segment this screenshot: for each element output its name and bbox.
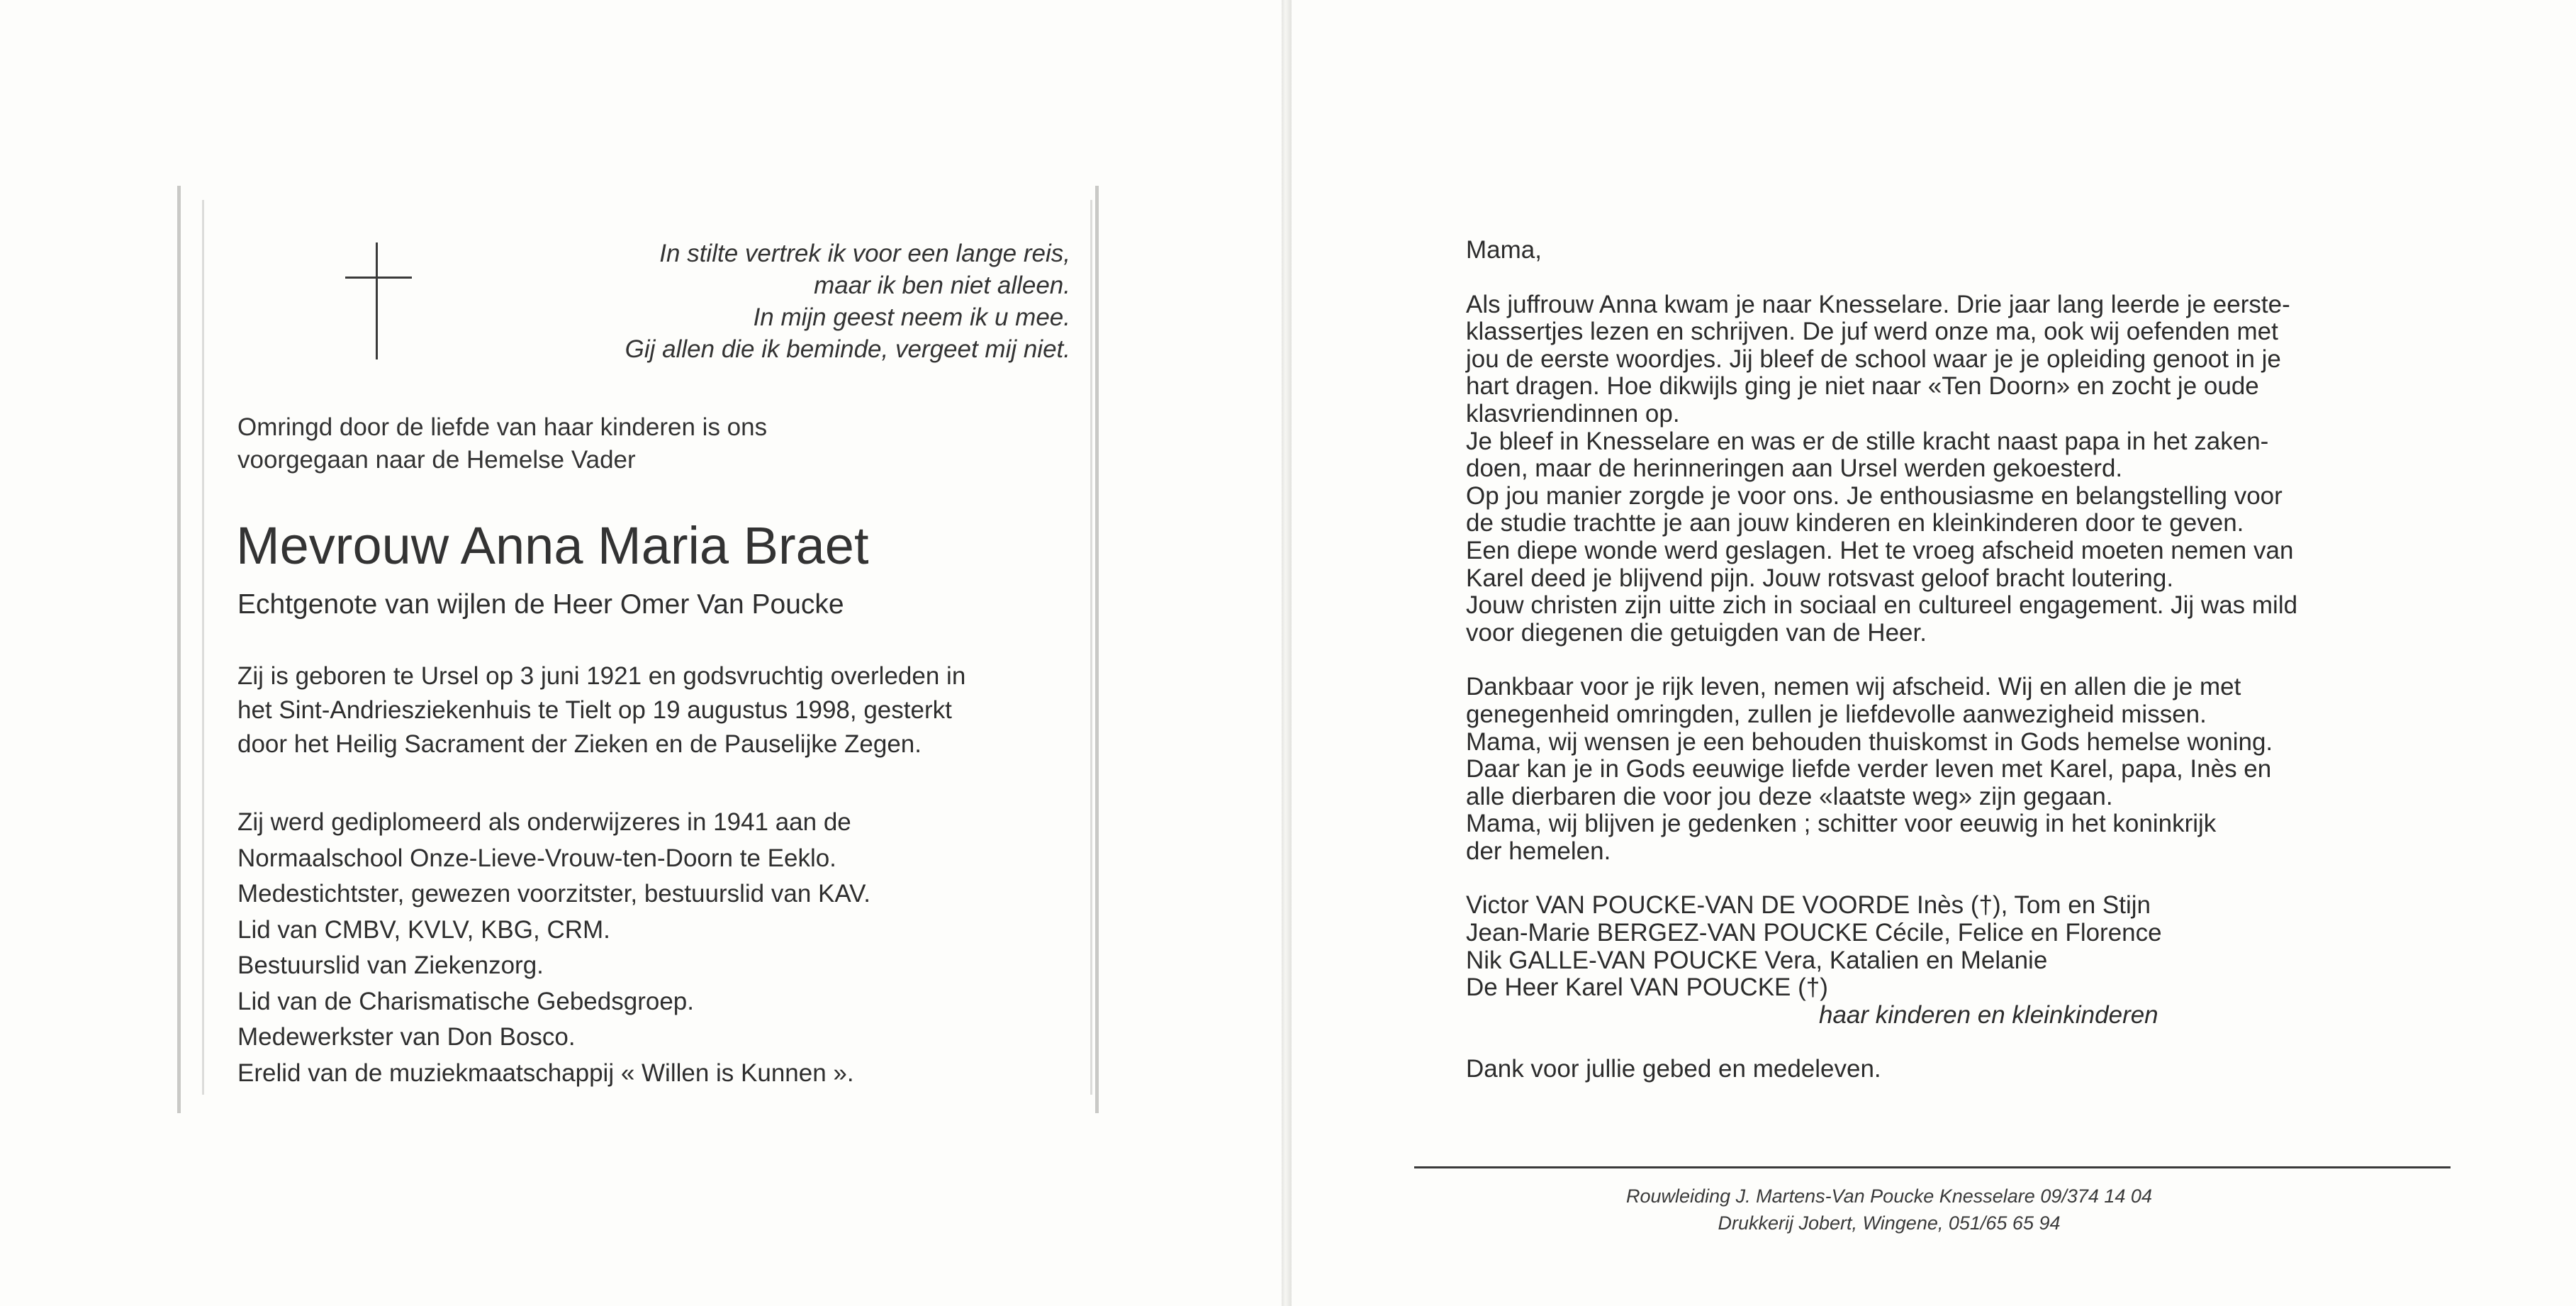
poem-line: maar ik ben niet alleen. <box>814 272 1070 299</box>
farewell-letter <box>1466 237 2416 1083</box>
intro-line: voorgegaan naar de Hemelse Vader <box>237 446 636 474</box>
bio-line: het Sint-Andriesziekenhuis te Tielt op 19 augustus 1998, gesterkt <box>237 696 952 724</box>
footer-line: Rouwleiding J. Martens-Van Poucke Knesselare 09/374 14 04 <box>1626 1185 2152 1207</box>
letter-line: Dankbaar voor je rijk leven, nemen wij afscheid. Wij en allen die je met <box>1466 673 2241 701</box>
letter-line: Een diepe wonde werd geslagen. Het te vroeg afscheid moeten nemen van <box>1466 536 2294 564</box>
role-line: Lid van de Charismatische Gebedsgroep. <box>237 987 694 1015</box>
letter-line: doen, maar de herinneringen aan Ursel werden gekoesterd. <box>1466 454 2123 483</box>
cross-icon-bar <box>345 277 412 279</box>
letter-line: jou de eerste woordjes. Jij bleef de school waar je je opleiding genoot in je <box>1466 345 2281 373</box>
intro-line: Omringd door de liefde van haar kinderen is ons <box>237 413 768 441</box>
poem-line: Gij allen die ik beminde, vergeet mij niet. <box>625 335 1070 363</box>
card-fold <box>1282 0 1292 1306</box>
footer-divider <box>1414 1166 2451 1168</box>
letter-line: genegenheid omringden, zullen je liefdevolle aanwezigheid missen. <box>1466 700 2207 728</box>
letter-line: voor diegenen die getuigden van de Heer. <box>1466 618 1927 647</box>
letter-line: Daar kan je in Gods eeuwige liefde verder leven met Karel, papa, Inès en <box>1466 755 2272 783</box>
family-line: Nik GALLE-VAN POUCKE Vera, Katalien en Melanie <box>1466 946 2048 974</box>
letter-line: Je bleef in Knesselare en was er de stille kracht naast papa in het zaken- <box>1466 427 2269 455</box>
role-line: Normaalschool Onze-Lieve-Vrouw-ten-Doorn te Eeklo. <box>237 844 836 872</box>
role-line: Erelid van de muziekmaatschappij « Willen is Kunnen ». <box>237 1059 854 1087</box>
roles-list <box>237 805 1081 1091</box>
letter-line: hart dragen. Hoe dikwijls ging je niet naar «Ten Doorn» en zocht je oude <box>1466 372 2259 401</box>
signoff: haar kinderen en kleinkinderen <box>1819 1000 2158 1029</box>
role-line: Zij werd gediplomeerd als onderwijzeres in 1941 aan de <box>237 808 851 836</box>
family-line: Victor VAN POUCKE-VAN DE VOORDE Inès (†), Tom en Stijn <box>1466 891 2151 920</box>
letter-line: Karel deed je blijvend pijn. Jouw rotsvast geloof bracht loutering. <box>1466 564 2174 592</box>
poem <box>496 238 1070 365</box>
family-line: De Heer Karel VAN POUCKE (†) <box>1466 973 1828 1002</box>
role-line: Lid van CMBV, KVLV, KBG, CRM. <box>237 915 610 944</box>
letter-greeting: Mama, <box>1466 236 1542 264</box>
letter-line: Mama, wij blijven je gedenken ; schitter voor eeuwig in het koninkrijk <box>1466 810 2217 838</box>
role-line: Bestuurslid van Ziekenzorg. <box>237 951 544 979</box>
letter-line: Op jou manier zorgde je voor ons. Je enthousiasme en belangstelling voor <box>1466 481 2283 510</box>
letter-line: alle dierbaren die voor jou deze «laatste weg» zijn gegaan. <box>1466 782 2113 810</box>
bio-line: Zij is geboren te Ursel op 3 juni 1921 en godsvruchtig overleden in <box>237 662 966 690</box>
letter-line: klassertjes lezen en schrijven. De juf werd onze ma, ook wij oefenden met <box>1466 318 2278 346</box>
biography <box>237 659 1081 761</box>
printer-footer <box>1489 1183 2290 1237</box>
letter-line: Jouw christen zijn uitte zich in sociaal en cultureel engagement. Jij was mild <box>1466 591 2298 620</box>
footer-line: Drukkerij Jobert, Wingene, 051/65 65 94 <box>1718 1212 2061 1234</box>
poem-line: In mijn geest neem ik u mee. <box>753 303 1070 331</box>
letter-line: klasvriendinnen op. <box>1466 399 1680 428</box>
bio-line: door het Heilig Sacrament der Zieken en de Pauselijke Zegen. <box>237 730 922 758</box>
deceased-name: Mevrouw Anna Maria Braet <box>236 516 869 575</box>
letter-line: Mama, wij wensen je een behouden thuiskomst in Gods hemelse woning. <box>1466 727 2273 756</box>
role-line: Medewerkster van Don Bosco. <box>237 1023 576 1051</box>
thanks-line: Dank voor jullie gebed en medeleven. <box>1466 1055 1881 1083</box>
letter-line: Als juffrouw Anna kwam je naar Knesselare. Drie jaar lang leerde je eerste- <box>1466 290 2290 318</box>
poem-line: In stilte vertrek ik voor een lange reis, <box>659 240 1070 267</box>
letter-line: de studie trachtte je aan jouw kinderen en kleinkinderen door te geven. <box>1466 509 2244 537</box>
intro-text <box>237 411 1017 476</box>
letter-line: der hemelen. <box>1466 837 1611 865</box>
spouse-line: Echtgenote van wijlen de Heer Omer Van Poucke <box>237 589 844 620</box>
family-line: Jean-Marie BERGEZ-VAN POUCKE Cécile, Felice en Florence <box>1466 919 2162 947</box>
role-line: Medestichtster, gewezen voorzitster, bestuurslid van KAV. <box>237 880 870 908</box>
cross-icon <box>376 242 378 359</box>
